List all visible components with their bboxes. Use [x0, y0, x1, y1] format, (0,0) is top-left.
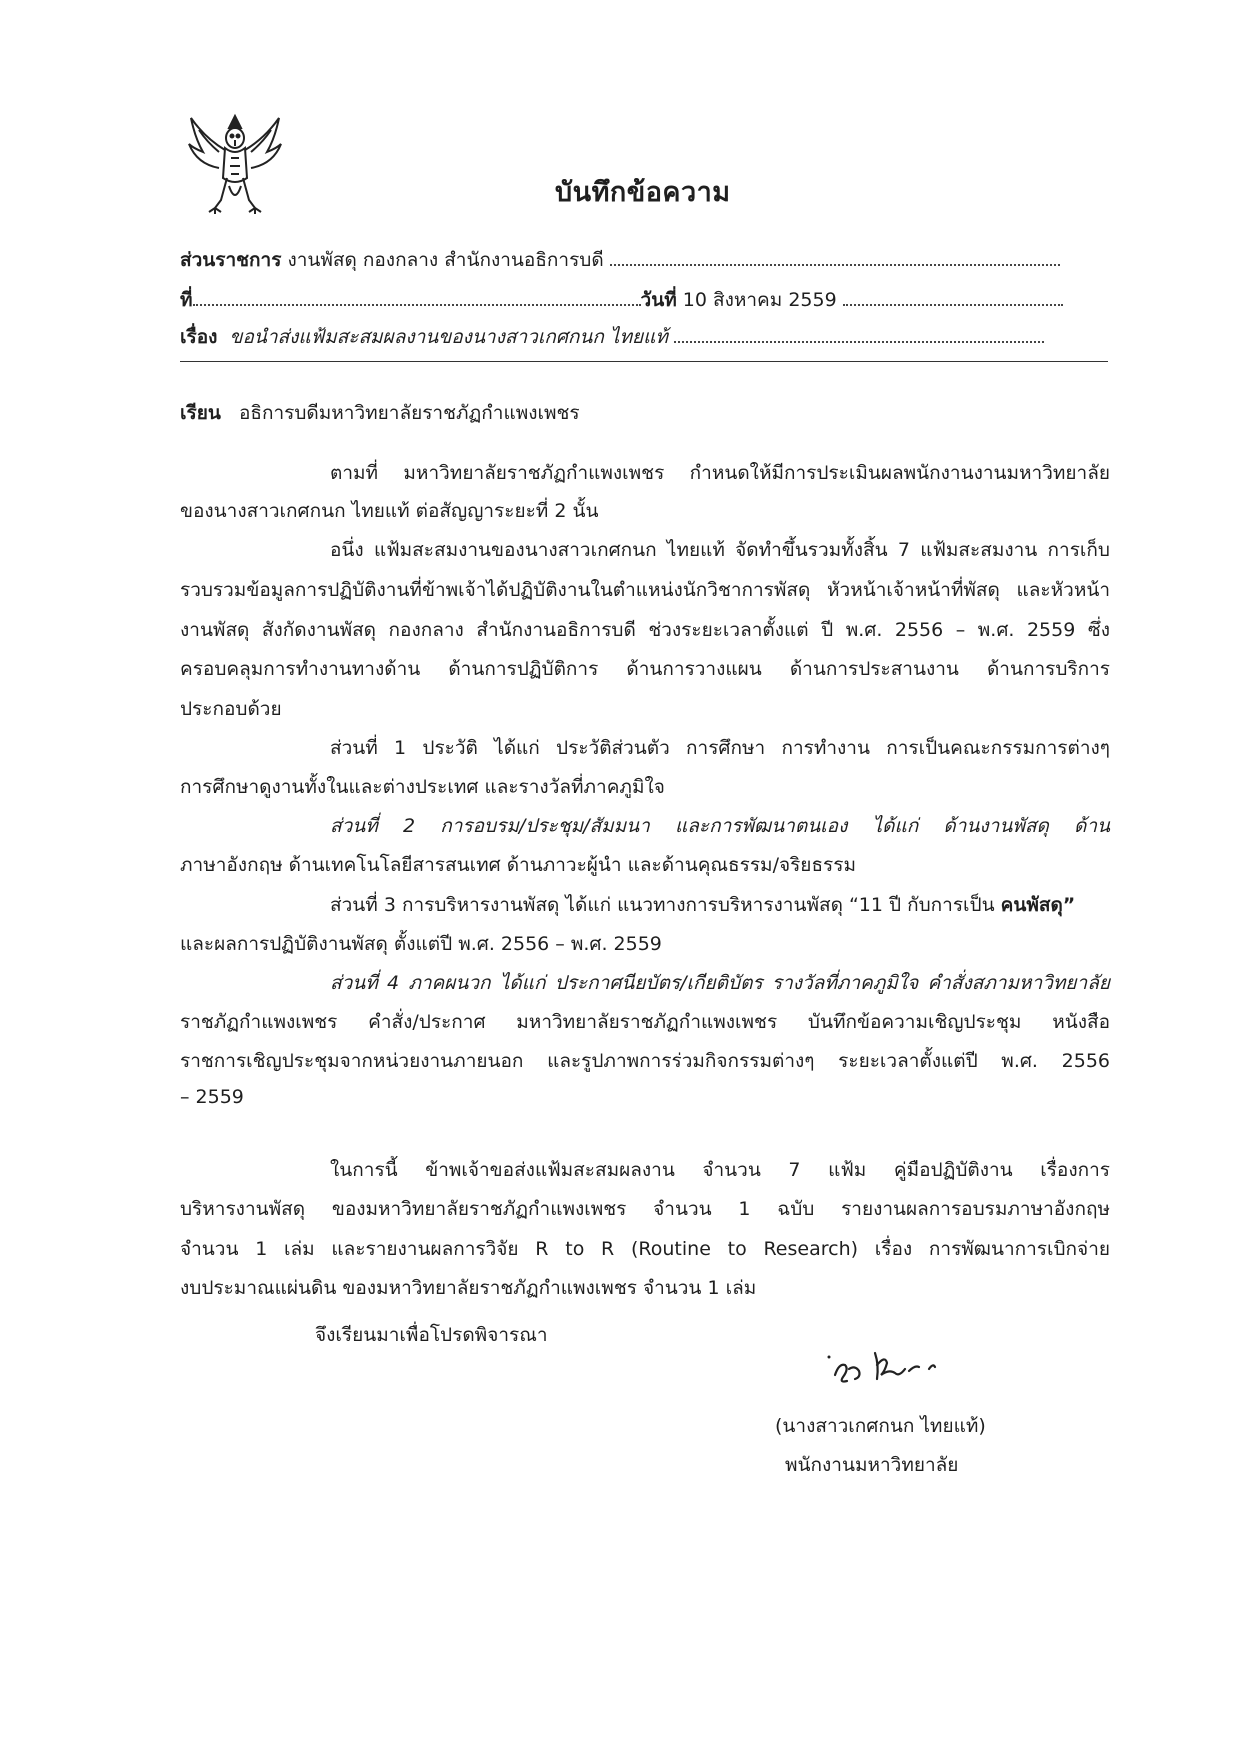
signer-name: (นางสาวเกศกนก ไทยแท้) [775, 1415, 986, 1437]
paragraph-2-line-5: ประกอบด้วย [180, 698, 282, 720]
section-4-line-4: – 2559 [180, 1086, 244, 1108]
garuda-emblem-icon [185, 108, 285, 220]
section-3-line-2: และผลการปฏิบัติงานพัสดุ ตั้งแต่ปี พ.ศ. 2556 – พ.ศ. 2559 [180, 933, 662, 955]
signer-position: พนักงานมหาวิทยาลัย [785, 1454, 959, 1476]
section-2-line-2: ภาษาอังกฤษ ด้านเทคโนโลยีสารสนเทศ ด้านภาวะผู้นำ และด้านคุณธรรม/จริยธรรม [180, 854, 856, 876]
salutation [180, 398, 580, 428]
date-value: 10 สิงหาคม 2559 [682, 289, 837, 311]
to-value: อธิการบดีมหาวิทยาลัยราชภัฏกำแพงเพชร [238, 402, 580, 424]
paragraph-1-line-2: ของนางสาวเกศกนก ไทยแท้ ต่อสัญญาระยะที่ 2 นั้น [180, 500, 599, 522]
section-1-line-1: ส่วนที่ 1 ประวัติ ได้แก่ ประวัติส่วนตัว การศึกษา การทำงาน การเป็นคณะกรรมการต่างๆ [330, 737, 1110, 759]
section-3-line-1-text: ส่วนที่ 3 การบริหารงานพัสดุ ได้แก่ แนวทางการบริหารงานพัสดุ “11 ปี กับการเป็น [330, 894, 1001, 916]
paragraph-2-line-2: รวบรวมข้อมูลการปฏิบัติงานที่ข้าพเจ้าได้ปฏิบัติงานในตำแหน่งนักวิชาการพัสดุ หัวหน้าเจ้าหน้าที่พัสดุ และหัวหน้า [180, 579, 1110, 601]
agency-label: ส่วนราชการ [180, 249, 282, 271]
section-4-line-2: ราชภัฏกำแพงเพชร คำสั่ง/ประกาศ มหาวิทยาลัยราชภัฏกำแพงเพชร บันทึกข้อความเชิญประชุม หนังสือ [180, 1011, 1110, 1033]
paragraph-3-line-2: บริหารงานพัสดุ ของมหาวิทยาลัยราชภัฏกำแพงเพชร จำนวน 1 ฉบับ รายงานผลการอบรมภาษาอังกฤษ [180, 1198, 1110, 1220]
paragraph-3-line-3: จำนวน 1 เล่ม และรายงานผลการวิจัย R to R (Routine to Research) เรื่อง การพัฒนาการเบิกจ่าย [180, 1238, 1110, 1260]
paragraph-3-line-1: ในการนี้ ข้าพเจ้าขอส่งแฟ้มสะสมผลงาน จำนวน 7 แฟ้ม คู่มือปฏิบัติงาน เรื่องการ [330, 1159, 1110, 1181]
section-2-line-1: ส่วนที่ 2 การอบรม/ประชุม/สัมมนา และการพัฒนาตนเอง ได้แก่ ด้านงานพัสดุ ด้าน [330, 815, 1110, 837]
subject-dotted-line [674, 340, 1044, 343]
subject-label: เรื่อง [180, 326, 218, 348]
date-dotted-line [843, 303, 1063, 306]
agency-line [180, 245, 1060, 275]
ref-label: ที่ [180, 289, 193, 311]
to-label: เรียน [180, 402, 221, 424]
section-3-line-1-bold: คนพัสดุ” [1000, 894, 1076, 916]
section-1-line-2: การศึกษาดูงานทั้งในและต่างประเทศ และรางวัลที่ภาคภูมิใจ [180, 776, 665, 798]
paragraph-2-line-3: งานพัสดุ สังกัดงานพัสดุ กองกลาง สำนักงานอธิการบดี ช่วงระยะเวลาตั้งแต่ ปี พ.ศ. 2556 – พ.ศ. 2559 ซึ่ง [180, 619, 1110, 641]
memo-title: บันทึกข้อความ [555, 177, 731, 208]
paragraph-1-line-1: ตามที่ มหาวิทยาลัยราชภัฏกำแพงเพชร กำหนดให้มีการประเมินผลพนักงานงานมหาวิทยาลัย [330, 462, 1110, 484]
closing-line: จึงเรียนมาเพื่อโปรดพิจารณา [315, 1324, 548, 1346]
paragraph-3-line-4: งบประมาณแผ่นดิน ของมหาวิทยาลัยราชภัฏกำแพงเพชร จำนวน 1 เล่ม [180, 1277, 757, 1299]
section-4-line-1: ส่วนที่ 4 ภาคผนวก ได้แก่ ประกาศนียบัตร/เกียติบัตร รางวัลที่ภาคภูมิใจ คำสั่งสภามหาวิทยาลัย [330, 972, 1110, 994]
section-4-line-3: ราชการเชิญประชุมจากหน่วยงานภายนอก และรูปภาพการร่วมกิจกรรมต่างๆ ระยะเวลาตั้งแต่ปี พ.ศ. 2556 [180, 1050, 1110, 1072]
section-3-line-1 [330, 890, 1075, 920]
header-divider [180, 361, 1108, 362]
subject-value: ขอนำส่งแฟ้มสะสมผลงานของนางสาวเกศกนก ไทยแท้ [229, 326, 668, 348]
ref-date-line [180, 285, 1063, 315]
subject-line [180, 322, 1044, 352]
agency-dotted-line [610, 263, 1060, 266]
handwritten-signature [825, 1335, 965, 1395]
paragraph-2-line-1: อนึ่ง แฟ้มสะสมงานของนางสาวเกศกนก ไทยแท้ จัดทำขึ้นรวมทั้งสิ้น 7 แฟ้มสะสมงาน การเก็บ [330, 539, 1110, 561]
paragraph-2-line-4: ครอบคลุมการทำงานทางด้าน ด้านการปฏิบัติการ ด้านการวางแผน ด้านการประสานงาน ด้านการบริการ [180, 658, 1110, 680]
ref-dotted-line [193, 303, 641, 306]
date-label: วันที่ [640, 289, 677, 311]
agency-value: งานพัสดุ กองกลาง สำนักงานอธิการบดี [287, 249, 604, 271]
